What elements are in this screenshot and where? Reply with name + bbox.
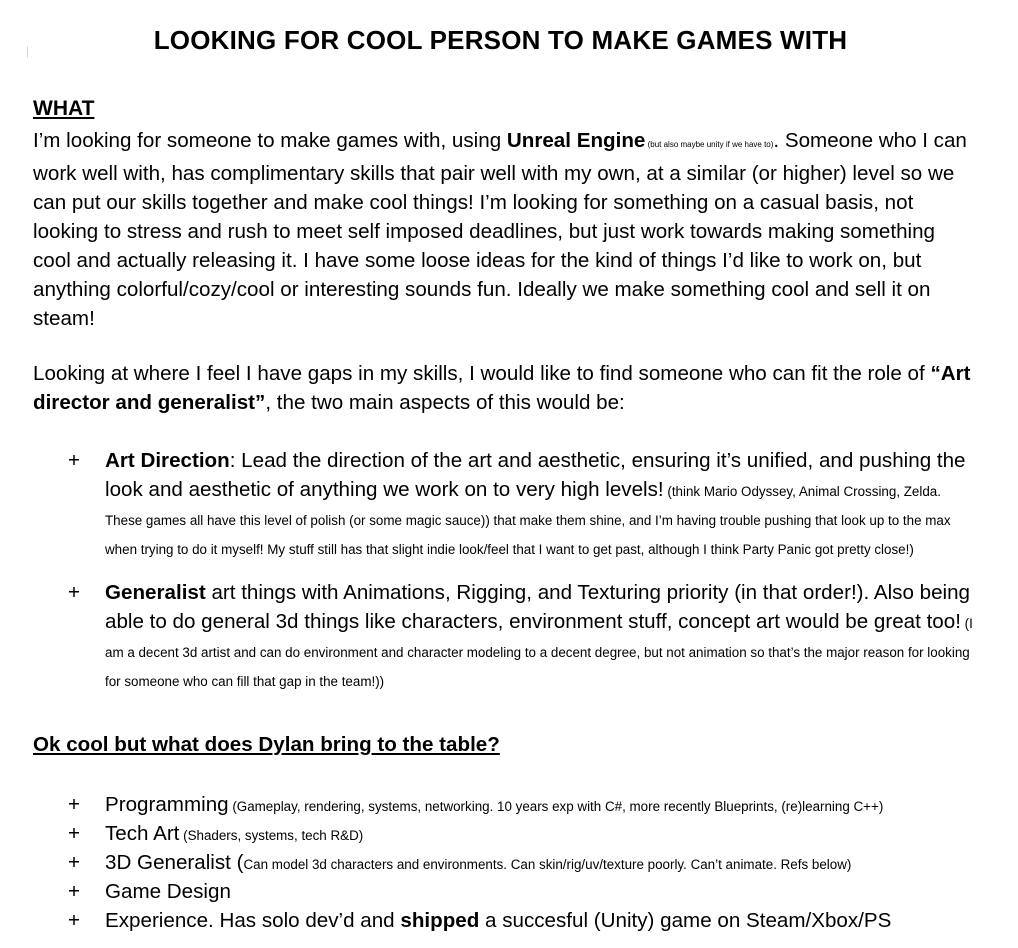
role-note: (think Mario Odyssey, Animal Crossing, Zelda. These games all have this level of polish (or some magic sauce)) that make them shine, and I’m having trouble pushing that look up to the max when trying to do it myself! My stuff still has that slight indie look/feel that I want to get past, although I think Party Panic got pretty close!) bbox=[105, 484, 951, 557]
experience-rest: a succesful (Unity) game on Steam/Xbox/PS bbox=[479, 909, 892, 932]
role-note: (I am a decent 3d artist and can do environment and character modeling to a decent degree, but not animation so that’s the major reason for looking for someone who can fill that gap in the team!)) bbox=[105, 616, 973, 689]
role-title: “Art director and generalist” bbox=[33, 362, 971, 414]
role-name: Generalist bbox=[105, 581, 206, 604]
what-heading: WHAT bbox=[33, 97, 95, 120]
skill-label: 3D Generalist ( bbox=[105, 851, 244, 874]
skill-label: Programming bbox=[105, 793, 229, 816]
list-item-text bbox=[105, 790, 883, 821]
bullet-plus: + bbox=[68, 793, 81, 816]
list-item-tech-art bbox=[33, 819, 973, 848]
role-body bbox=[105, 446, 973, 562]
shipped-text: shipped bbox=[400, 909, 480, 932]
list-item-text bbox=[105, 819, 363, 850]
unreal-engine-text: Unreal Engine bbox=[506, 129, 646, 152]
list-item-programming bbox=[33, 790, 973, 819]
role-description: art things with Animations, Rigging, and Texturing priority (in that order!). Also being able to do general 3d things like characters, environment stuff, concept art would be great too! bbox=[105, 581, 971, 633]
page-title: LOOKING FOR COOL PERSON TO MAKE GAMES WITH bbox=[153, 25, 848, 55]
list-item-text bbox=[105, 848, 851, 879]
bullet-plus: + bbox=[68, 822, 81, 845]
bullet-plus: + bbox=[68, 909, 81, 932]
bullet-plus: + bbox=[68, 449, 81, 472]
bullet-plus: + bbox=[68, 880, 81, 903]
bullet-plus: + bbox=[68, 851, 81, 874]
bullet-plus: + bbox=[68, 581, 81, 604]
dylan-heading: Ok cool but what does Dylan bring to the table? bbox=[33, 733, 500, 756]
list-item-text bbox=[105, 906, 891, 935]
skill-note: (Shaders, systems, tech R&D) bbox=[179, 828, 364, 843]
skill-note: (Gameplay, rendering, systems, networking. 10 years exp with C#, more recently Blueprints, (re)learning C++) bbox=[228, 799, 884, 814]
role-name: Art Direction bbox=[105, 449, 230, 472]
engine-note: (but also maybe unity if we have to) bbox=[645, 140, 774, 149]
gaps-p2-rest: , the two main aspects of this would be: bbox=[265, 391, 625, 414]
list-item-3d-generalist bbox=[33, 848, 973, 877]
skill-note: Can model 3d characters and environments. Can skin/rig/uv/texture poorly. Can’t animate. Refs below) bbox=[243, 857, 852, 872]
skill-label: Tech Art bbox=[105, 822, 180, 845]
gaps-p2-start: Looking at where I feel I have gaps in my skills, I would like to find someone who can fit the role of bbox=[33, 362, 931, 385]
what-paragraph bbox=[33, 126, 973, 333]
skill-label: Game Design bbox=[105, 880, 231, 903]
role-body bbox=[105, 578, 973, 694]
experience-start: Experience. Has solo dev’d and bbox=[105, 909, 401, 932]
role-description: : Lead the direction of the art and aesthetic, ensuring it’s unified, and pushing the look and aesthetic of anything we work on to very high levels! bbox=[105, 449, 966, 501]
text-cursor bbox=[27, 46, 28, 58]
gaps-paragraph bbox=[33, 359, 973, 417]
what-p1-start: I’m looking for someone to make games with, using bbox=[33, 129, 507, 152]
list-item-game-design bbox=[33, 877, 973, 906]
list-item-experience bbox=[33, 906, 973, 935]
what-p1-rest: . Someone who I can work well with, has complimentary skills that pair well with my own, at a similar (or higher) level so we can put our skills together and make cool things! I’m looking for something on a casual basis, not looking to stress and rush to meet self imposed deadlines, but just work towards making something cool and actually releasing it. I have some loose ideas for the kind of things I’d like to work on, but anything colorful/cozy/cool or interesting sounds fun. Ideally we make something cool and sell it on steam! bbox=[33, 129, 967, 330]
list-item-text bbox=[105, 877, 231, 908]
